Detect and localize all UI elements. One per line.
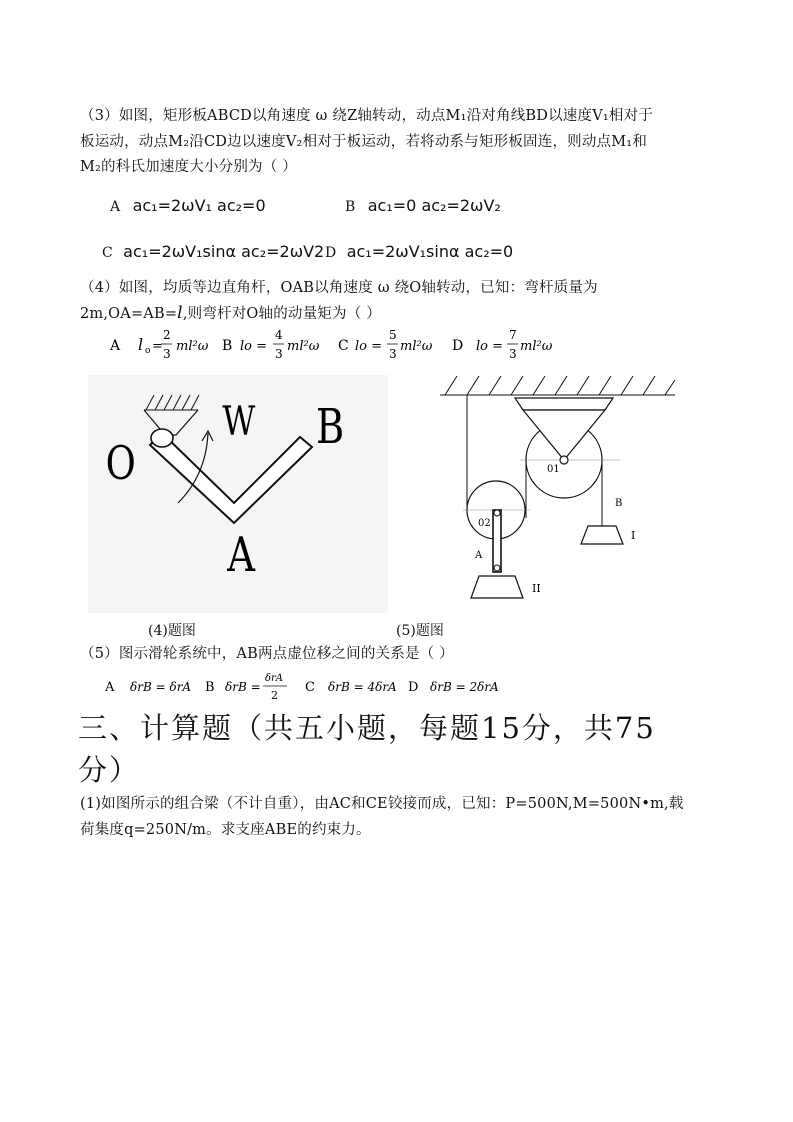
figure-5-caption: (5)题图 <box>396 623 444 639</box>
q5-text: （5）图示滑轮系统中，AB两点虚位移之间的关系是（ ） <box>80 646 454 662</box>
figure-5-label-ii: II <box>532 582 541 595</box>
pulley-2-center <box>494 510 500 516</box>
q4-option-d-label: D <box>452 338 464 354</box>
q4-option-b <box>222 328 320 361</box>
svg-text:=: = <box>152 339 163 354</box>
q4-options <box>100 326 580 364</box>
calc-1-line-1: (1)如图所示的组合梁（不计自重），由AC和CE铰接而成，已知：P=500N,M=500N•m,载 <box>80 796 684 812</box>
q5-option-c-expr: δrB = 4δrA <box>328 680 397 694</box>
q3-option-a-text: ac₁=2ωV₁ ac₂=0 <box>132 196 266 215</box>
q4-option-a-sub: o <box>145 346 151 356</box>
q4-option-b-num: 4 <box>275 328 283 342</box>
hanging-rod <box>493 510 501 572</box>
q5-option-d-label: D <box>408 680 419 695</box>
q5-option-c-label: C <box>305 680 315 695</box>
q5-options <box>100 668 520 704</box>
figure-5-label-b: B <box>615 498 623 509</box>
figure-4-label-w: W <box>222 397 256 445</box>
figure-5-label-a: A <box>475 550 483 561</box>
q4-option-a-label: A <box>110 338 121 354</box>
q4-option-c-den: 3 <box>389 347 397 361</box>
q5-option-a-label: A <box>105 680 115 695</box>
section-3-heading-line-2: 分） <box>78 753 141 787</box>
q5-option-b-lhs: δrB = <box>225 680 261 694</box>
q3-option-b <box>345 196 501 215</box>
q3-option-b-label: B <box>345 199 356 215</box>
q4-length-symbol: l <box>177 303 183 323</box>
calc-1-line-2: 荷集度q=250N/m。求支座ABE的约束力。 <box>80 822 371 838</box>
q4-option-c-tail: ml²ω <box>400 339 433 354</box>
q4-option-d-num: 7 <box>509 328 517 342</box>
ceiling <box>440 376 675 395</box>
q3-line-2: 板运动，动点M₂沿CD边以速度V₂相对于板运动，若将动系与矩形板固连，则动点M₁和 <box>80 134 648 150</box>
q4-option-c <box>338 328 433 361</box>
figure-4-label-a: A <box>227 527 255 584</box>
bracket-top <box>515 398 613 410</box>
pivot-pin <box>151 429 173 447</box>
figure-4 <box>88 375 388 613</box>
q4-option-d-lhs: lo = <box>476 339 504 354</box>
q4-option-a-tail: ml²ω <box>176 339 209 354</box>
q5-option-b <box>205 673 287 702</box>
section-3-heading-line-1: 三、计算题（共五小题，每题15分，共75 <box>78 711 656 745</box>
q3-option-a-label: A <box>110 199 121 215</box>
q4-option-a-den: 3 <box>163 347 171 361</box>
q5-option-d <box>408 680 499 695</box>
rod-bottom-pin <box>494 565 500 571</box>
figure-5 <box>435 368 680 608</box>
q3-option-c-text: ac₁=2ωV₁sinα ac₂=2ωV2 <box>123 242 325 261</box>
q4-option-a-lhs: l <box>138 335 144 354</box>
q4-option-c-num: 5 <box>389 328 397 342</box>
q4-option-c-lhs: lo = <box>355 339 383 354</box>
q4-option-a <box>109 328 209 361</box>
q4-line-2-end: ,则弯杆对O轴的动量矩为（ ） <box>182 306 381 322</box>
weight-i <box>581 526 623 544</box>
q5-option-b-num: δrA <box>265 673 284 684</box>
q4-option-d-den: 3 <box>509 347 517 361</box>
pulley-1-center <box>560 456 568 464</box>
weight-ii <box>471 576 523 598</box>
q5-option-a-expr: δrB = δrA <box>130 680 192 694</box>
q4-line-2-start: 2m,OA=AB= <box>80 306 178 322</box>
q5-option-a <box>104 680 191 695</box>
q4-option-a-num: 2 <box>163 328 171 342</box>
q3-option-d-text: ac₁=2ωV₁sinα ac₂=0 <box>346 242 514 261</box>
q5-option-b-den: 2 <box>271 689 278 702</box>
figure-4-label-o: O <box>105 435 136 491</box>
q5-option-c <box>305 680 397 695</box>
q3-option-d-label: D <box>325 245 337 261</box>
q4-option-b-label: B <box>222 338 233 354</box>
figure-5-label-o1: 01 <box>547 464 560 475</box>
q3-line-1: （3）如图，矩形板ABCD以角速度 ω 绕Z轴转动，动点M₁沿对角线BD以速度V₁相对于 <box>80 108 653 124</box>
q4-line-1: （4）如图，均质等边直角杆，OAB以角速度 ω 绕O轴转动，已知：弯杆质量为 <box>80 280 598 296</box>
figure-5-label-o2: 02 <box>478 518 491 529</box>
q3-option-c-label: C <box>102 245 113 261</box>
q3-option-d <box>325 242 513 261</box>
q3-line-3: M₂的科氏加速度大小分别为（ ） <box>80 159 297 175</box>
q3-option-a <box>110 196 266 215</box>
q3-option-c <box>102 242 324 261</box>
q4-option-d <box>452 328 553 361</box>
q4-line-2 <box>80 301 381 326</box>
q4-option-d-tail: ml²ω <box>520 339 553 354</box>
q4-option-c-label: C <box>338 338 349 354</box>
q5-option-d-expr: δrB = 2δrA <box>430 680 499 694</box>
q5-option-b-label: B <box>205 680 215 695</box>
figure-4-caption: (4)题图 <box>148 623 196 639</box>
q3-option-b-text: ac₁=0 ac₂=2ωV₂ <box>367 196 501 215</box>
q4-option-b-den: 3 <box>275 347 283 361</box>
figure-5-label-i: I <box>631 529 636 542</box>
figure-4-label-b: B <box>316 399 345 456</box>
q4-option-b-tail: ml²ω <box>287 339 320 354</box>
q4-option-b-lhs: lo = <box>240 339 268 354</box>
